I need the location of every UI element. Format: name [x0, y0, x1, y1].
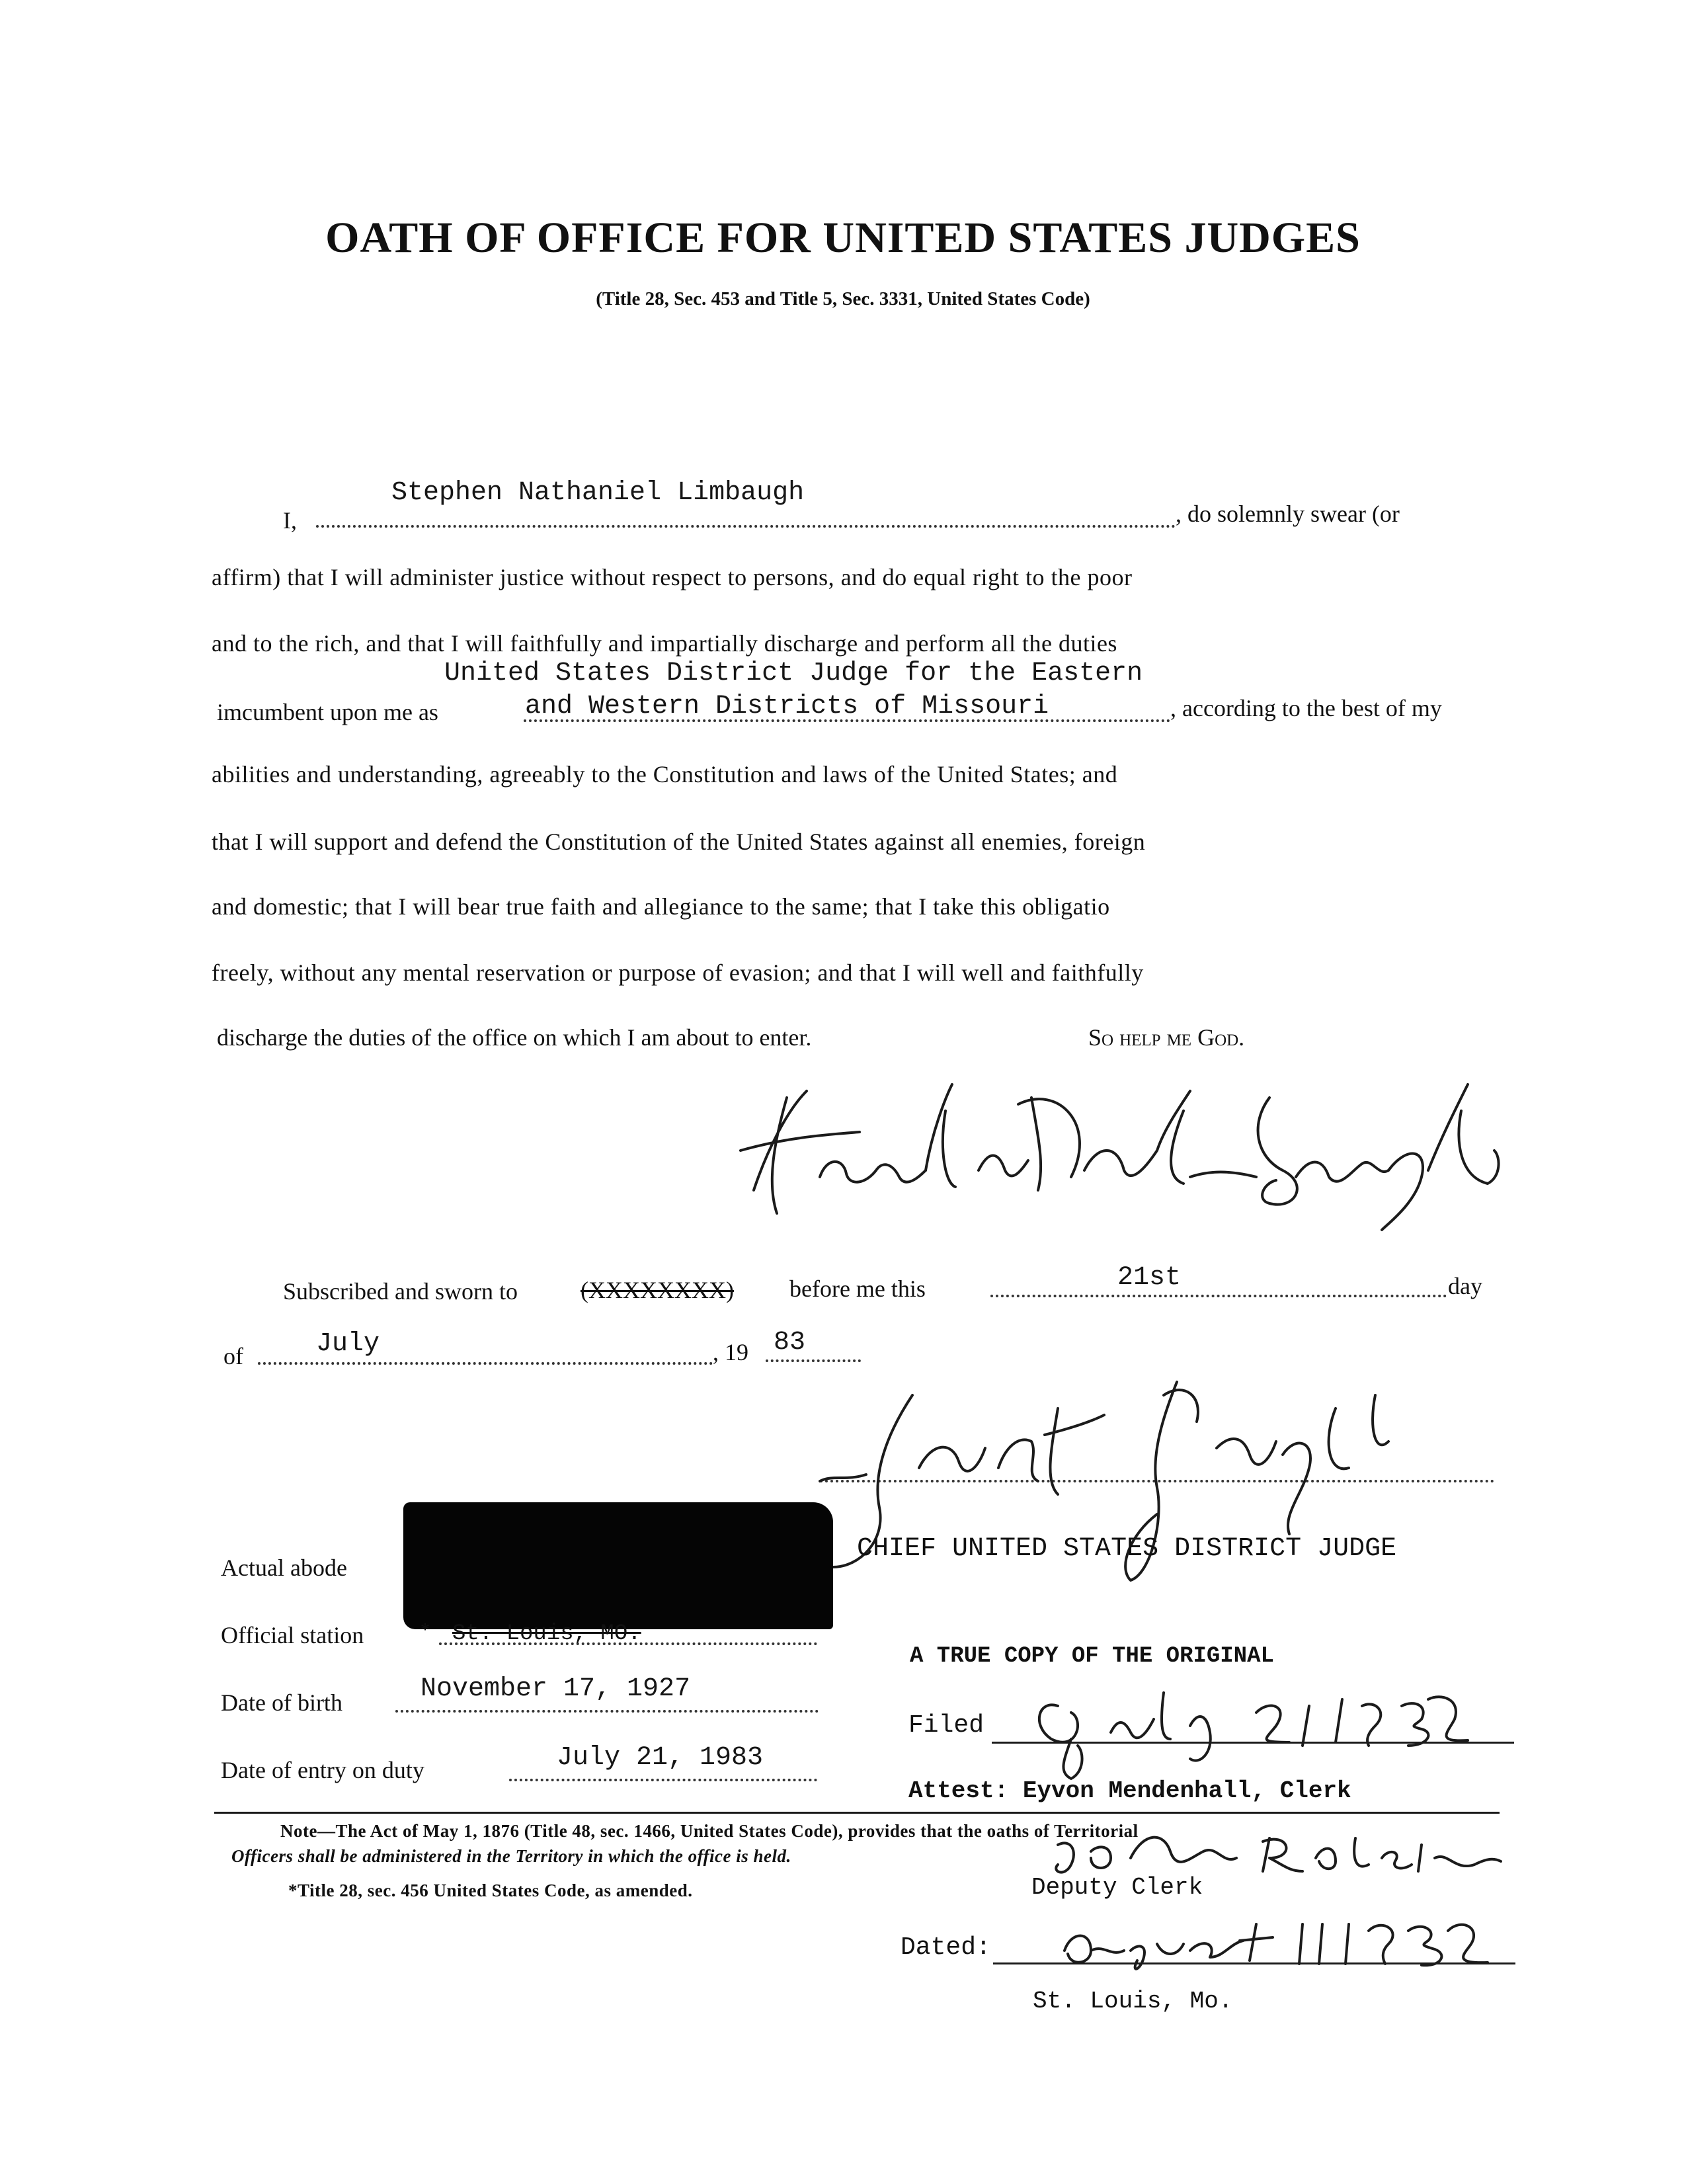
- note-line-1: Note—The Act of May 1, 1876 (Title 48, sec. 1466, United States Code), provides that the oaths of Territorial: [280, 1821, 1139, 1841]
- oath-line4-suffix: , according to the best of my: [1170, 695, 1442, 721]
- oath-line-8-text: freely, without any mental reservation or purpose of evasion; and that I will well and faithfully: [212, 959, 1144, 986]
- station-label: Official station: [221, 1622, 364, 1648]
- subscribed-middle: before me this: [789, 1275, 926, 1302]
- station-footnote-marker: *: [421, 1620, 430, 1640]
- of-label: of: [223, 1343, 243, 1369]
- year-value: 83: [774, 1328, 806, 1357]
- oath-line4-prefix: imcumbent upon me as: [217, 699, 438, 725]
- entry-value: July 21, 1983: [557, 1743, 764, 1773]
- oath-line-6-text: that I will support and defend the Constitution of the United States against all enemies, foreign: [212, 829, 1146, 855]
- name-dotted-line: [316, 525, 1176, 528]
- note-line-2: Officers shall be administered in the Territory in which the office is held.: [231, 1846, 791, 1866]
- position-typed-line1: United States District Judge for the Eastern: [444, 659, 1143, 688]
- oath-signature: [727, 1071, 1521, 1236]
- year-prefix: , 19: [713, 1339, 748, 1365]
- entry-dotted-line: [509, 1779, 817, 1781]
- oath-line-2-text: affirm) that I will administer justice without respect to persons, and do equal right to the poor: [212, 564, 1133, 590]
- oath-line-9: discharge the duties of the office on which I am about to enter.: [217, 1024, 812, 1051]
- oath-line-5: [212, 760, 1478, 788]
- attest-text: Attest: Eyvon Mendenhall, Clerk: [908, 1777, 1351, 1804]
- footer-rule: [214, 1812, 1500, 1814]
- footnote-text: *Title 28, sec. 456 United States Code, as amended.: [288, 1881, 693, 1900]
- dob-label: Date of birth: [221, 1689, 342, 1716]
- position-typed-line2: and Western Districts of Missouri: [525, 692, 1049, 721]
- oath-line-2: [212, 563, 1478, 591]
- oath-line-8: [212, 959, 1478, 987]
- oath-line-6: [212, 828, 1478, 856]
- dated-label: Dated:: [901, 1933, 991, 1962]
- year-dotted-line: [766, 1359, 861, 1362]
- deputy-clerk-text: Deputy Clerk: [1031, 1874, 1203, 1901]
- day-dotted-line: [990, 1295, 1447, 1297]
- subscribed-prefix: Subscribed and sworn to: [283, 1278, 518, 1305]
- oath-line-7: [212, 893, 1478, 920]
- oath-line-3: [212, 629, 1478, 657]
- judge-signature: [807, 1369, 1468, 1607]
- filed-label: Filed: [908, 1711, 984, 1740]
- oath-line-7-text: and domestic; that I will bear true faith and allegiance to the same; that I take this obligatio: [212, 893, 1110, 920]
- document-subtitle: (Title 28, Sec. 453 and Title 5, Sec. 3331, United States Code): [596, 288, 1090, 309]
- oath-line-5-text: abilities and understanding, agreeably to the Constitution and laws of the United States; and: [212, 761, 1118, 788]
- month-value: July: [316, 1329, 380, 1359]
- filed-date-handwritten: [1031, 1679, 1494, 1785]
- oath-line-3-text: and to the rich, and that I will faithfully and impartially discharge and perform all the duties: [212, 630, 1117, 657]
- struck-text: (XXXXXXXX): [581, 1277, 734, 1303]
- dob-dotted-line: [395, 1710, 819, 1713]
- oath-closing: So help me God.: [1088, 1024, 1245, 1051]
- redaction-block: [403, 1502, 833, 1629]
- day-value: 21st: [1117, 1263, 1182, 1293]
- true-copy-text: A TRUE COPY OF THE ORIGINAL: [910, 1644, 1274, 1669]
- i-prefix: I,: [283, 507, 297, 534]
- oath-line1-suffix: , do solemnly swear (or: [1176, 501, 1400, 527]
- station-value: St. Louis, MO.: [452, 1621, 641, 1646]
- judge-name-typed: Stephen Nathaniel Limbaugh: [391, 478, 805, 508]
- abode-label: Actual abode: [221, 1555, 347, 1581]
- entry-label: Date of entry on duty: [221, 1757, 424, 1783]
- document-title: OATH OF OFFICE FOR UNITED STATES JUDGES: [325, 214, 1361, 262]
- month-dotted-line: [258, 1362, 713, 1365]
- dob-value: November 17, 1927: [421, 1674, 691, 1704]
- location-text: St. Louis, Mo.: [1033, 1988, 1233, 2015]
- dated-date-handwritten: [1051, 1904, 1501, 1977]
- day-suffix: day: [1448, 1273, 1482, 1299]
- judge-title: CHIEF UNITED STATES DISTRICT JUDGE: [857, 1534, 1397, 1564]
